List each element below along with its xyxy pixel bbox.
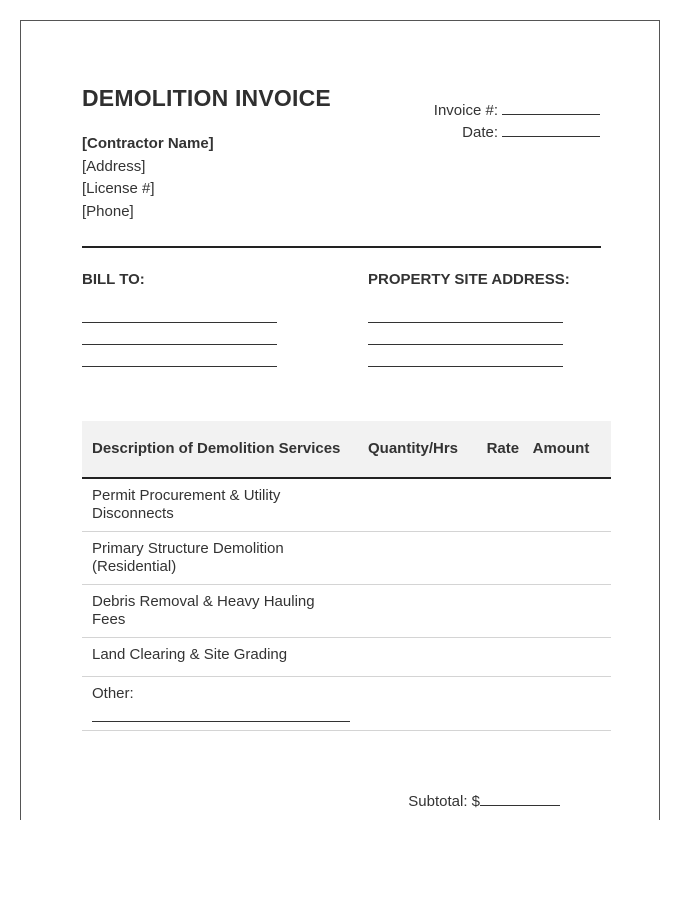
property-site-line[interactable]: [368, 322, 563, 323]
contractor-license: [License #]: [82, 180, 155, 197]
property-site-line[interactable]: [368, 344, 563, 345]
row-quantity[interactable]: [360, 478, 487, 532]
invoice-number-label: Invoice #:: [433, 102, 498, 119]
row-description: Primary Structure Demolition (Residential): [82, 532, 360, 585]
contractor-block: [82, 133, 214, 223]
contractor-phone: [Phone]: [82, 202, 134, 220]
invoice-number-row: [434, 100, 600, 122]
row-rate[interactable]: [487, 585, 525, 638]
other-label: Other:: [92, 685, 134, 702]
bill-to-line[interactable]: [82, 366, 277, 367]
row-amount[interactable]: [525, 478, 611, 532]
header-quantity: Quantity/Hrs: [360, 421, 487, 478]
invoice-date-blank[interactable]: [502, 122, 600, 137]
table-header-row: [82, 421, 611, 478]
row-quantity[interactable]: [360, 532, 487, 585]
table-row: [82, 638, 611, 677]
row-rate[interactable]: [487, 677, 525, 731]
row-quantity[interactable]: [360, 677, 487, 731]
bill-to-line[interactable]: [82, 344, 277, 345]
table-row: [82, 478, 611, 532]
row-rate[interactable]: [487, 532, 525, 585]
contractor-address: [Address]: [82, 157, 146, 175]
invoice-number-blank[interactable]: [502, 100, 600, 115]
invoice-page: [20, 20, 660, 820]
invoice-date-label: Date:: [462, 124, 498, 141]
other-description-blank[interactable]: [92, 721, 350, 722]
property-site-label: PROPERTY SITE ADDRESS:: [368, 271, 570, 288]
row-rate[interactable]: [487, 638, 525, 677]
subtotal-label: Subtotal: $: [408, 793, 480, 810]
row-quantity[interactable]: [360, 585, 487, 638]
subtotal-blank[interactable]: [480, 791, 560, 806]
bill-to-label: BILL TO:: [82, 271, 145, 288]
table-row: [82, 532, 611, 585]
table-row: [82, 677, 611, 731]
invoice-date-row: [434, 122, 600, 144]
header-amount: Amount: [525, 421, 611, 478]
row-description: Debris Removal & Heavy Hauling Fees: [82, 585, 360, 638]
bill-to-lines: [82, 322, 277, 388]
header-rate: Rate: [487, 421, 525, 478]
invoice-title: DEMOLITION INVOICE: [82, 85, 331, 111]
property-site-lines: [368, 322, 563, 388]
row-rate[interactable]: [487, 478, 525, 532]
row-description: Permit Procurement & Utility Disconnects: [82, 478, 360, 532]
contractor-name: [Contractor Name]: [82, 135, 214, 152]
header-description: Description of Demolition Services: [82, 421, 360, 478]
invoice-meta: [434, 100, 600, 144]
row-description: Land Clearing & Site Grading: [82, 638, 360, 677]
services-table: [82, 421, 611, 731]
table-row: [82, 585, 611, 638]
row-amount[interactable]: [525, 585, 611, 638]
row-amount[interactable]: [525, 532, 611, 585]
bill-to-line[interactable]: [82, 322, 277, 323]
row-amount[interactable]: [525, 677, 611, 731]
row-quantity[interactable]: [360, 638, 487, 677]
row-amount[interactable]: [525, 638, 611, 677]
row-description-other: [82, 677, 360, 731]
property-site-line[interactable]: [368, 366, 563, 367]
header-divider: [82, 246, 601, 248]
subtotal-row: [408, 791, 560, 810]
